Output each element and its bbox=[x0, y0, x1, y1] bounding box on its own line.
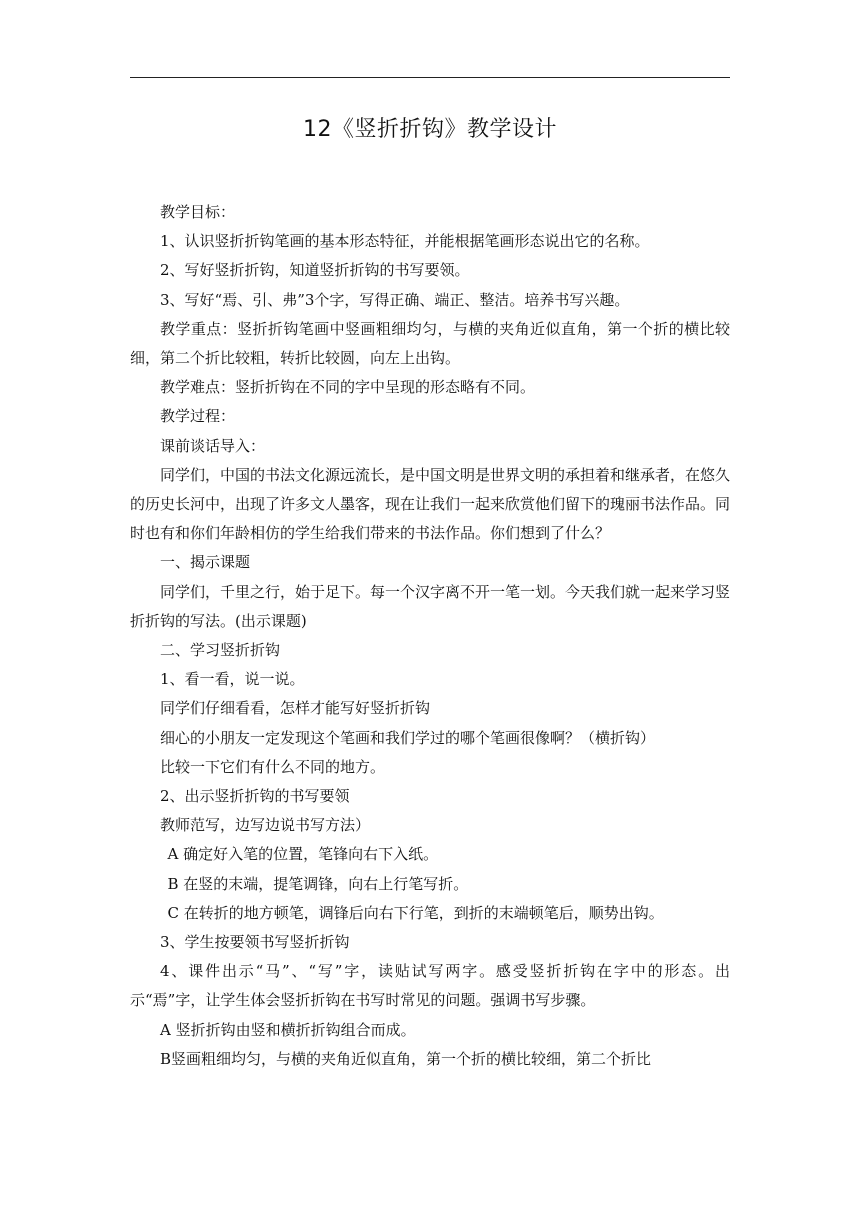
paragraph: 教学过程： bbox=[160, 407, 236, 426]
paragraph: 课前谈话导入： bbox=[160, 436, 266, 455]
paragraph: C 在转折的地方顿笔，调锋后向右下行笔，到折的末端顿笔后，顺势出钩。 bbox=[167, 903, 664, 922]
paragraph: 3、学生按要领书写竖折折钩 bbox=[160, 933, 350, 952]
paragraph: 二、学习竖折折钩 bbox=[160, 641, 281, 660]
paragraph: 一、揭示课题 bbox=[160, 553, 251, 572]
paragraph: 细心的小朋友一定发现这个笔画和我们学过的哪个笔画很像啊？（横折钩） bbox=[160, 728, 656, 747]
paragraph: 同学们，中国的书法文化源远流长，是中国文明是世界文明的承担着和继承者，在悠久的历史长河中，出现了许多文人墨客，现在让我们一起来欣赏他们留下的瑰丽书法作品。同时也有和你们年龄相仿的学生给我们带来的书法作品。你们想到了什么？ bbox=[130, 465, 731, 543]
paragraph: B 在竖的末端，提笔调锋，向右上行笔写折。 bbox=[167, 874, 469, 893]
paragraph: 教师范写，边写边说书写方法） bbox=[160, 816, 371, 835]
header-rule bbox=[130, 77, 730, 78]
paragraph: 教学目标： bbox=[160, 203, 236, 221]
paragraph: 比较一下它们有什么不同的地方。 bbox=[160, 757, 386, 776]
paragraph: 教学重点：竖折折钩笔画中竖画粗细均匀，与横的夹角近似直角，第一个折的横比较细，第二个折比较粗，转折比较圆，向左上出钩。 bbox=[130, 319, 730, 368]
paragraph: 2、出示竖折折钩的书写要领 bbox=[160, 787, 350, 806]
paragraph: 3、写好“焉、引、弗”3个字，写得正确、端正、整洁。培养书写兴趣。 bbox=[160, 290, 630, 309]
document-body bbox=[130, 198, 730, 1074]
document-title: 12《竖折折钩》教学设计 bbox=[303, 117, 557, 142]
paragraph: 同学们仔细看看，怎样才能写好竖折折钩 bbox=[160, 699, 431, 718]
paragraph: A 竖折折钩由竖和横折折钩组合而成。 bbox=[160, 1020, 416, 1039]
paragraph: A 确定好入笔的位置，笔锋向右下入纸。 bbox=[167, 845, 439, 864]
paragraph: 2、写好竖折折钩，知道竖折折钩的书写要领。 bbox=[160, 261, 470, 280]
paragraph: 1、认识竖折折钩笔画的基本形态特征，并能根据笔画形态说出它的名称。 bbox=[160, 232, 650, 251]
paragraph: 4、课件出示“马”、“写”字，读贴试写两字。感受竖折折钩在字中的形态。出示“焉”字，让学生体会竖折折钩在书写时常见的问题。强调书写步骤。 bbox=[130, 962, 730, 1010]
paragraph: 教学难点：竖折折钩在不同的字中呈现的形态略有不同。 bbox=[160, 378, 536, 397]
paragraph: B竖画粗细均匀，与横的夹角近似直角，第一个折的横比较细，第二个折比 bbox=[160, 1049, 652, 1068]
paragraph: 1、看一看，说一说。 bbox=[160, 670, 305, 689]
paragraph: 同学们，千里之行，始于足下。每一个汉字离不开一笔一划。今天我们就一起来学习竖折折钩的写法。(出示课题) bbox=[130, 582, 731, 630]
